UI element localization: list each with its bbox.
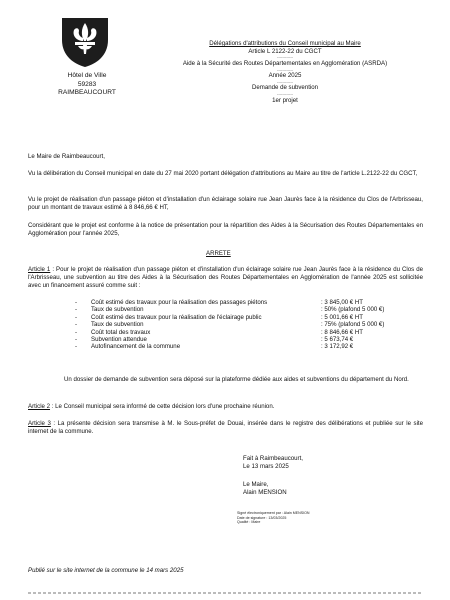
date-line: Le 13 mars 2025 xyxy=(243,463,289,470)
table-row: - Autofinancement de la commune : 3 172,92 € xyxy=(75,343,354,351)
article-2 xyxy=(28,403,274,411)
electronic-signature xyxy=(237,511,310,525)
header-article: Article L 2122-22 du CGCT xyxy=(248,47,322,55)
signature-signer: Signé électroniquement par : Alain MENSION xyxy=(237,511,310,515)
place-line: Fait à Raimbeaucourt, xyxy=(243,455,303,462)
header-separator: ------------ xyxy=(277,66,293,72)
table-row: - Subvention attendue : 5 673,74 € xyxy=(75,335,354,343)
header-title: Délégations d'attributions du Conseil municipal au Maire xyxy=(209,40,361,47)
postal-city: 59283 RAIMBEAUCOURT xyxy=(58,81,116,96)
dossier-note: Un dossier de demande de subvention sera déposé sur la plateforme dédiée aux aides et subventions du département du Nord. xyxy=(64,376,409,383)
paragraph-considering-3: Considérant que le projet est conforme à la notice de présentation pour la répartition des Aides à la Sécurisation des Routes Départementales en Agglomération pour l'année 2025, xyxy=(28,222,423,237)
mayor-name: Alain MENSION xyxy=(243,489,287,496)
paragraph-considering-1: Vu la délibération du Conseil municipal en date du 27 mai 2020 portant délégation d'attributions au Maire au titre de l'article L.2122-22 du CGCT, xyxy=(28,170,418,177)
header-program: Aide à la Sécurité des Routes Départementales en Agglomération (ASRDA) xyxy=(182,59,388,67)
coat-of-arms-logo xyxy=(60,16,110,68)
signature-date: Date de signature : 13/03/2025 xyxy=(237,515,287,520)
paragraph-considering-2: Vu le projet de réalisation d'un passage piéton et d'installation d'un éclairage solaire rue Jean Jaurès face à la résidence du Clos de l'Arbrisseau, pour un montant de travaux estimé à 8 846,66 € HT, xyxy=(28,196,423,211)
town-hall-label: Hôtel de Ville xyxy=(67,72,107,79)
article-1 xyxy=(28,266,423,290)
header-separator: ------------ xyxy=(277,78,293,84)
table-row: - Coût estimé des travaux pour la réalisation de l'éclairage public : 5 001,66 € HT xyxy=(75,313,364,321)
header-year: Année 2025 xyxy=(268,72,302,80)
financing-table xyxy=(75,299,384,351)
header-project: 1er projet xyxy=(272,96,298,104)
signature-role: Qualité : Maire xyxy=(237,520,261,525)
article-1-text: : Pour le projet de réalisation d'un passage piéton et d'installation d'un éclairage solaire rue Jean Jaurès face à la résidence du Clos de l'Arbrisseau, une subvention au titre des Aides à la Sécurisation des Routes Départementales en Agglomération de l'année 2025 est sollicitée avec un financement assuré comme suit : xyxy=(28,266,424,289)
article-3 xyxy=(28,420,423,436)
article-2-label: Article 2 xyxy=(28,403,51,410)
table-row: - Taux de subvention : 75% (plafond 5 000 €) xyxy=(75,321,385,329)
header-separator: ------------ xyxy=(277,54,293,60)
article-3-label: Article 3 xyxy=(28,420,51,427)
publication-note: Publié sur le site internet de la commune le 14 mars 2025 xyxy=(28,567,184,574)
article-1-label: Article 1 xyxy=(28,266,51,273)
footer-stamp-line xyxy=(28,592,423,594)
arrete-heading: ARRETE xyxy=(206,250,231,257)
intro-line: Le Maire de Raimbeaucourt, xyxy=(28,153,105,160)
article-3-text: : La présente décision sera transmise à M. le Sous-préfet de Douai, insérée dans le registre des délibérations et publiée sur le site internet de la commune. xyxy=(28,420,423,435)
header-block xyxy=(150,40,420,104)
header-separator: ------------ xyxy=(277,91,293,97)
mayor-title: Le Maire, xyxy=(243,481,269,488)
table-row: - Coût estimé des travaux pour la réalisation des passages piétons : 3 845,00 € HT xyxy=(75,299,364,306)
table-row: - Taux de subvention : 50% (plafond 5 000 €) xyxy=(75,306,385,314)
article-2-text: : Le Conseil municipal sera informé de cette décision lors d'une prochaine réunion. xyxy=(50,403,275,410)
header-request: Demande de subvention xyxy=(251,84,319,92)
table-row: - Coût total des travaux : 8 846,66 € HT xyxy=(75,328,364,336)
